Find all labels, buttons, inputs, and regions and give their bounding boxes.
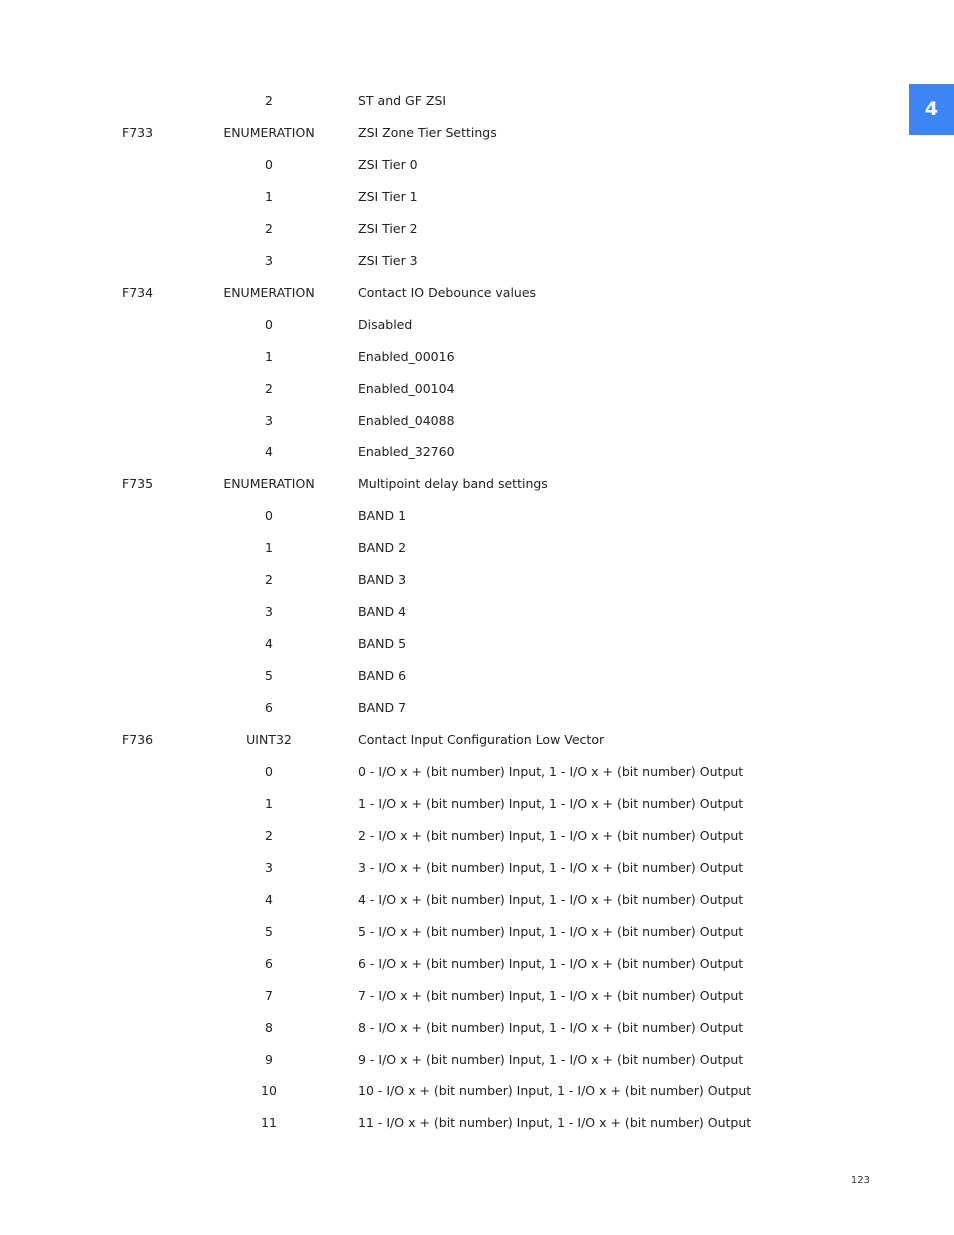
table-row: [0, 187, 954, 207]
row-type: 3: [265, 860, 273, 875]
row-description: Multipoint delay band settings: [358, 476, 548, 491]
row-type: 1: [265, 540, 273, 555]
table-row: [0, 826, 954, 846]
row-type: 1: [265, 796, 273, 811]
row-type: 3: [265, 604, 273, 619]
table-row: [0, 1018, 954, 1038]
row-type: UINT32: [246, 732, 292, 747]
row-type: 0: [265, 157, 273, 172]
row-type: 2: [265, 572, 273, 587]
table-row: [0, 538, 954, 558]
row-description: BAND 3: [358, 572, 407, 587]
page-number: 123: [850, 1175, 870, 1186]
table-row: [0, 922, 954, 942]
row-type: 10: [261, 1083, 277, 1098]
row-type: 2: [265, 828, 273, 843]
row-description: 4 - I/O x + (bit number) Input, 1 - I/O x + (bit number) Output: [358, 892, 744, 907]
row-type: 9: [265, 1052, 273, 1067]
row-type: 7: [265, 988, 273, 1003]
table-row: [0, 602, 954, 622]
row-description: Enabled_32760: [358, 444, 455, 459]
table-row: [0, 794, 954, 814]
table-row: [0, 91, 954, 111]
row-type: 5: [265, 924, 273, 939]
table-row: [0, 730, 954, 750]
table-row: [0, 123, 954, 143]
row-type: 2: [265, 93, 273, 108]
table-row: [0, 698, 954, 718]
row-description: 3 - I/O x + (bit number) Input, 1 - I/O x + (bit number) Output: [358, 860, 744, 875]
row-description: BAND 2: [358, 540, 407, 555]
row-code: F733: [122, 125, 154, 140]
table-row: [0, 762, 954, 782]
row-description: 9 - I/O x + (bit number) Input, 1 - I/O x + (bit number) Output: [358, 1052, 744, 1067]
table-row: [0, 634, 954, 654]
table-row: [0, 411, 954, 431]
table-row: [0, 666, 954, 686]
row-description: 5 - I/O x + (bit number) Input, 1 - I/O x + (bit number) Output: [358, 924, 744, 939]
table-row: [0, 219, 954, 239]
row-type: 1: [265, 349, 273, 364]
row-code: F735: [122, 476, 154, 491]
row-description: ZSI Tier 1: [358, 189, 418, 204]
row-description: Enabled_00016: [358, 349, 455, 364]
row-type: 8: [265, 1020, 273, 1035]
row-type: 0: [265, 508, 273, 523]
row-description: Enabled_00104: [358, 381, 455, 396]
row-type: 11: [261, 1115, 277, 1130]
table-row: [0, 283, 954, 303]
chapter-tab: 4: [909, 84, 954, 135]
table-row: [0, 954, 954, 974]
table-row: [0, 251, 954, 271]
row-type: 6: [265, 956, 273, 971]
row-description: Contact Input Configuration Low Vector: [358, 732, 605, 747]
row-type: 0: [265, 317, 273, 332]
row-description: Contact IO Debounce values: [358, 285, 537, 300]
table-row: [0, 986, 954, 1006]
row-description: BAND 1: [358, 508, 407, 523]
row-type: 4: [265, 444, 273, 459]
table-row: [0, 347, 954, 367]
table-row: [0, 155, 954, 175]
row-description: 8 - I/O x + (bit number) Input, 1 - I/O x + (bit number) Output: [358, 1020, 744, 1035]
row-description: ST and GF ZSI: [358, 93, 447, 108]
row-type: 2: [265, 221, 273, 236]
row-type: ENUMERATION: [223, 125, 315, 140]
row-code: F736: [122, 732, 154, 747]
row-type: 1: [265, 189, 273, 204]
row-description: 1 - I/O x + (bit number) Input, 1 - I/O x + (bit number) Output: [358, 796, 744, 811]
table-row: [0, 1050, 954, 1070]
table-row: [0, 442, 954, 462]
row-description: 6 - I/O x + (bit number) Input, 1 - I/O x + (bit number) Output: [358, 956, 744, 971]
table-row: [0, 315, 954, 335]
row-description: 2 - I/O x + (bit number) Input, 1 - I/O x + (bit number) Output: [358, 828, 744, 843]
row-type: 4: [265, 636, 273, 651]
row-description: 7 - I/O x + (bit number) Input, 1 - I/O x + (bit number) Output: [358, 988, 744, 1003]
row-description: ZSI Zone Tier Settings: [358, 125, 497, 140]
row-description: BAND 7: [358, 700, 407, 715]
row-type: 5: [265, 668, 273, 683]
row-type: ENUMERATION: [223, 285, 315, 300]
table-row: [0, 506, 954, 526]
table-row: [0, 570, 954, 590]
row-description: BAND 4: [358, 604, 407, 619]
row-type: 4: [265, 892, 273, 907]
table-row: [0, 858, 954, 878]
row-description: 0 - I/O x + (bit number) Input, 1 - I/O x + (bit number) Output: [358, 764, 744, 779]
table-row: [0, 1113, 954, 1133]
table-row: [0, 379, 954, 399]
row-type: 0: [265, 764, 273, 779]
row-description: BAND 6: [358, 668, 407, 683]
row-description: Disabled: [358, 317, 413, 332]
row-description: 10 - I/O x + (bit number) Input, 1 - I/O x + (bit number) Output: [358, 1083, 752, 1098]
row-type: 6: [265, 700, 273, 715]
table-row: [0, 474, 954, 494]
row-type: 2: [265, 381, 273, 396]
table-row: [0, 890, 954, 910]
row-description: Enabled_04088: [358, 413, 455, 428]
row-description: ZSI Tier 3: [358, 253, 418, 268]
table-row: [0, 1081, 954, 1101]
row-description: ZSI Tier 2: [358, 221, 418, 236]
row-description: BAND 5: [358, 636, 407, 651]
row-type: 3: [265, 413, 273, 428]
row-description: 11 - I/O x + (bit number) Input, 1 - I/O x + (bit number) Output: [358, 1115, 752, 1130]
row-type: ENUMERATION: [223, 476, 315, 491]
row-type: 3: [265, 253, 273, 268]
row-code: F734: [122, 285, 154, 300]
row-description: ZSI Tier 0: [358, 157, 418, 172]
